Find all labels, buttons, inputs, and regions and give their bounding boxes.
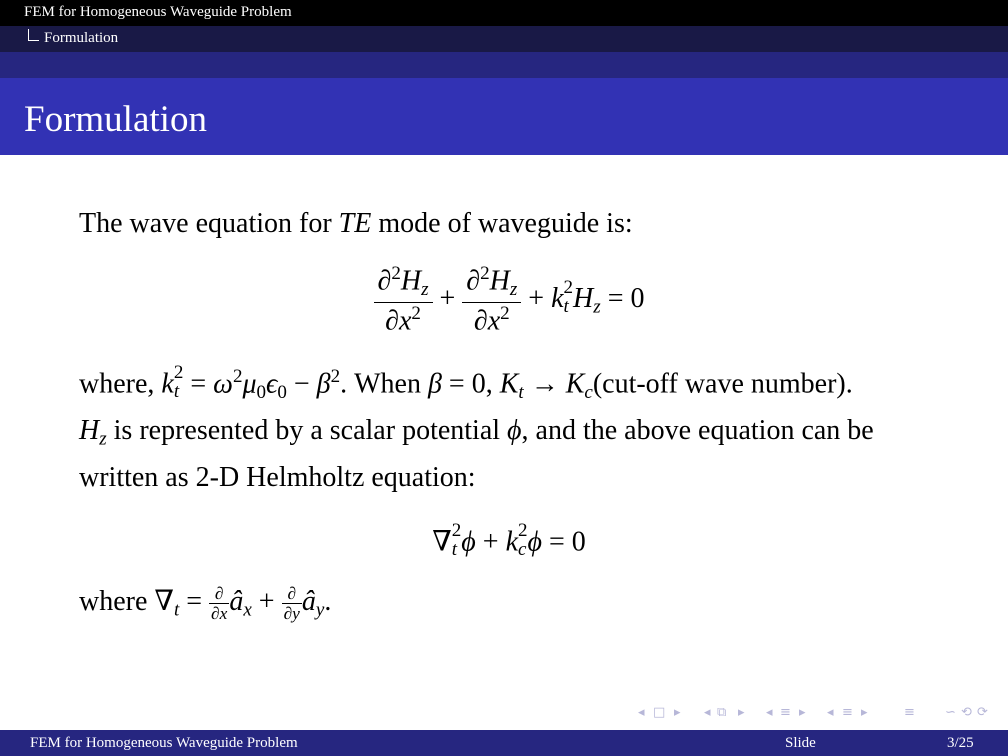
footer-label: Slide — [785, 735, 816, 751]
nav-prev-slide-icon[interactable]: ◂ — [638, 705, 645, 720]
header-spacer — [0, 52, 1008, 78]
fraction-1: $\frac{\partial^2H_z}{\partial x^2}$ — [374, 263, 433, 338]
nabla-definition: where $\nabla_t$ = $\frac{\partial}{\partial x}$ $â_x$ + $\frac{\partial}{\partial y}$ $â_y$. — [79, 584, 332, 624]
footer-page-number: 3/25 — [947, 735, 974, 751]
header-title-bar — [0, 0, 1008, 26]
footer-bar — [0, 730, 1008, 756]
nav-frame-icon[interactable]: ⧉ — [717, 705, 727, 720]
header-section-label[interactable]: Formulation — [44, 30, 119, 46]
nav-back-icon[interactable]: ⟲ — [961, 705, 972, 720]
nav-next-section-icon[interactable]: ▸ — [861, 705, 868, 720]
header-presentation-title[interactable]: FEM for Homogeneous Waveguide Problem — [24, 4, 292, 20]
frame-title-bar — [0, 78, 1008, 155]
nav-subsection-icon[interactable]: ≡ — [780, 705, 791, 720]
nav-next-subsection-icon[interactable]: ▸ — [799, 705, 806, 720]
intro-text: The wave equation for TE mode of waveguide is: — [79, 208, 633, 239]
nav-slide-icon[interactable]: □ — [653, 705, 666, 720]
footer-title[interactable]: FEM for Homogeneous Waveguide Problem — [30, 735, 298, 751]
nav-prev-frame-icon[interactable]: ◂ — [704, 705, 711, 720]
helmholtz-equation: ∇ 2 t ϕ + k 2 c ϕ = 0 — [432, 519, 586, 560]
where-paragraph: where, k 2 t = $\omega^2\mu_0\epsilon_0 - \beta^2$. When β = 0, $K_t \to K_c(cut-off$ wave number). — [79, 362, 853, 404]
nav-next-frame-icon[interactable]: ▸ — [738, 705, 745, 720]
nav-section-icon[interactable]: ≡ — [842, 705, 853, 720]
beamer-navigation — [634, 705, 1004, 723]
nav-search-icon[interactable]: ∽ — [945, 705, 956, 720]
header-section-bar — [0, 26, 1008, 52]
section-corner-icon — [28, 29, 39, 41]
fraction-2: $\frac{\partial^2H_z}{\partial x^2}$ — [462, 263, 521, 338]
wave-equation: $\frac{\partial^2H_z}{\partial x^2}$ + $\frac{\partial^2H_z}{\partial x^2}$ + k 2 t $H_z = 0$ — [79, 263, 939, 338]
nav-next-slide-icon[interactable]: ▸ — [674, 705, 681, 720]
slide-content — [79, 205, 939, 630]
nav-align-icon[interactable]: ≡ — [904, 705, 915, 720]
nav-prev-section-icon[interactable]: ◂ — [827, 705, 834, 720]
nav-prev-subsection-icon[interactable]: ◂ — [766, 705, 773, 720]
helmholtz-paragraph: $H_z$ is represented by a scalar potential ϕ, and the above equation can be written as 2-D Helmholtz equation: — [79, 415, 874, 493]
frame-title: Formulation — [24, 99, 207, 140]
nav-forward-icon[interactable]: ⟳ — [977, 705, 988, 720]
